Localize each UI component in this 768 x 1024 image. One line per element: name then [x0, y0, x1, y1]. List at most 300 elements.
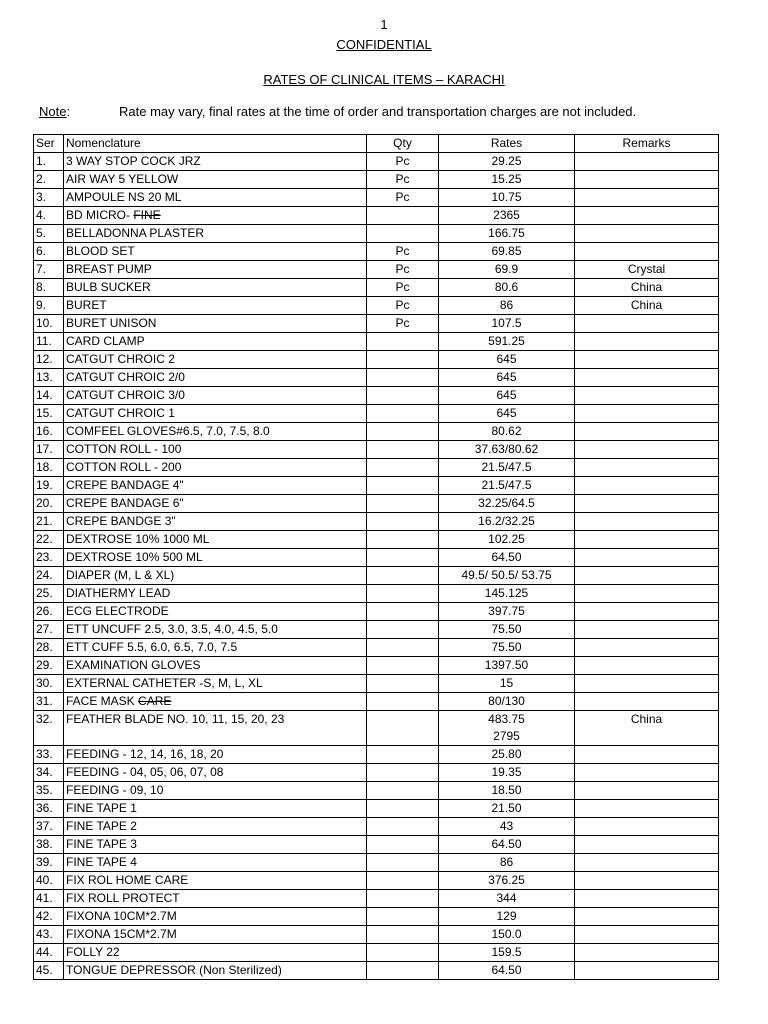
row-rate — [439, 639, 575, 657]
table-row — [34, 243, 719, 261]
row-rate — [439, 171, 575, 189]
row-ser: 41. — [34, 890, 64, 908]
row-rate — [439, 818, 575, 836]
row-remarks: China — [575, 279, 719, 297]
row-nomenclature — [64, 495, 367, 513]
row-remarks: China — [575, 711, 719, 746]
row-qty: Pc — [367, 297, 439, 315]
row-remarks — [575, 872, 719, 890]
row-rate-value: 18.50 — [491, 783, 522, 797]
row-remarks — [575, 854, 719, 872]
row-rate — [439, 908, 575, 926]
row-rate — [439, 279, 575, 297]
table-row — [34, 639, 719, 657]
row-nomenclature-struck: FINE — [133, 208, 161, 222]
row-nomenclature — [64, 441, 367, 459]
table-row — [34, 513, 719, 531]
row-nomenclature — [64, 315, 367, 333]
row-qty — [367, 495, 439, 513]
table-row — [34, 279, 719, 297]
row-ser: 20. — [34, 495, 64, 513]
table-row — [34, 495, 719, 513]
row-nomenclature — [64, 261, 367, 279]
row-rate — [439, 854, 575, 872]
row-rate — [439, 657, 575, 675]
row-nomenclature — [64, 621, 367, 639]
row-rate — [439, 836, 575, 854]
header-qty: Qty — [367, 135, 439, 153]
row-nomenclature-text: CATGUT CHROIC 3/0 — [66, 388, 185, 402]
row-rate-value: 75.50 — [491, 622, 522, 636]
row-nomenclature-text: FEEDING - 04, 05, 06, 07, 08 — [66, 765, 224, 779]
table-row — [34, 764, 719, 782]
table-body — [34, 153, 719, 980]
row-rate — [439, 369, 575, 387]
row-nomenclature-text: FEEDING - 09, 10 — [66, 783, 164, 797]
row-qty — [367, 225, 439, 243]
row-rate — [439, 405, 575, 423]
row-nomenclature — [64, 279, 367, 297]
document-title: RATES OF CLINICAL ITEMS – KARACHI — [263, 72, 505, 87]
row-rate-value: 21.50 — [491, 801, 522, 815]
row-rate — [439, 890, 575, 908]
table-row — [34, 782, 719, 800]
row-ser: 15. — [34, 405, 64, 423]
row-nomenclature-text: FINE TAPE 1 — [66, 801, 137, 815]
row-remarks — [575, 405, 719, 423]
row-ser: 28. — [34, 639, 64, 657]
row-qty — [367, 854, 439, 872]
row-nomenclature-text: FEEDING - 12, 14, 16, 18, 20 — [66, 747, 224, 761]
table-header-row — [34, 135, 719, 153]
row-ser: 37. — [34, 818, 64, 836]
row-nomenclature — [64, 764, 367, 782]
row-qty — [367, 333, 439, 351]
row-rate-value: 75.50 — [491, 640, 522, 654]
row-rate — [439, 585, 575, 603]
row-remarks — [575, 639, 719, 657]
row-remarks — [575, 387, 719, 405]
row-ser: 24. — [34, 567, 64, 585]
row-rate-value: 86 — [499, 298, 514, 312]
row-nomenclature-text: COMFEEL GLOVES#6.5, 7.0, 7.5, 8.0 — [66, 424, 270, 438]
row-rate-value: 376.25 — [488, 873, 525, 887]
row-rate — [439, 746, 575, 764]
table-row — [34, 962, 719, 980]
row-qty — [367, 962, 439, 980]
row-ser: 21. — [34, 513, 64, 531]
row-rate — [439, 207, 575, 225]
row-nomenclature-text: CREPE BANDGE 3" — [66, 514, 176, 528]
row-remarks — [575, 477, 719, 495]
row-qty: Pc — [367, 153, 439, 171]
row-nomenclature-text: EXTERNAL CATHETER -S, M, L, XL — [66, 676, 263, 690]
table-row — [34, 333, 719, 351]
row-nomenclature — [64, 585, 367, 603]
rates-table — [33, 134, 719, 980]
row-rate-value: 21.5/47.5 — [481, 478, 532, 492]
row-rate — [439, 225, 575, 243]
row-rate-value: 166.75 — [488, 226, 525, 240]
row-nomenclature — [64, 926, 367, 944]
row-ser: 7. — [34, 261, 64, 279]
row-nomenclature-text: FIX ROL HOME CARE — [66, 873, 189, 887]
row-rate-value: 645 — [496, 388, 517, 402]
table-row — [34, 872, 719, 890]
row-ser: 35. — [34, 782, 64, 800]
row-qty — [367, 836, 439, 854]
row-ser: 11. — [34, 333, 64, 351]
row-nomenclature-text: FACE MASK — [66, 694, 139, 708]
row-rate-value: 15.25 — [491, 172, 522, 186]
row-nomenclature-text: FIXONA 10CM*2.7M — [66, 909, 177, 923]
row-remarks — [575, 333, 719, 351]
table-row — [34, 405, 719, 423]
row-qty — [367, 764, 439, 782]
row-nomenclature-text: AMPOULE NS 20 ML — [66, 190, 182, 204]
row-nomenclature — [64, 908, 367, 926]
row-nomenclature — [64, 549, 367, 567]
row-nomenclature — [64, 693, 367, 711]
row-rate — [439, 513, 575, 531]
row-remarks — [575, 908, 719, 926]
table-row — [34, 746, 719, 764]
row-nomenclature — [64, 782, 367, 800]
row-ser: 22. — [34, 531, 64, 549]
row-ser: 10. — [34, 315, 64, 333]
row-ser: 34. — [34, 764, 64, 782]
row-rate — [439, 800, 575, 818]
row-rate — [439, 764, 575, 782]
row-qty — [367, 387, 439, 405]
row-qty — [367, 872, 439, 890]
row-rate-value: 145.125 — [484, 586, 529, 600]
row-nomenclature — [64, 603, 367, 621]
row-qty: Pc — [367, 279, 439, 297]
row-nomenclature — [64, 207, 367, 225]
row-qty — [367, 782, 439, 800]
row-remarks — [575, 818, 719, 836]
row-qty — [367, 693, 439, 711]
row-nomenclature — [64, 153, 367, 171]
row-remarks — [575, 926, 719, 944]
row-nomenclature-text: DIAPER (M, L & XL) — [66, 568, 175, 582]
row-qty — [367, 890, 439, 908]
row-nomenclature-text: BULB SUCKER — [66, 280, 151, 294]
table-row — [34, 387, 719, 405]
header-remarks: Remarks — [575, 135, 719, 153]
note-text: Rate may vary, final rates at the time of order and transportation charges are not included. — [119, 104, 637, 119]
row-nomenclature-text: DEXTROSE 10% 500 ML — [66, 550, 203, 564]
row-qty: Pc — [367, 315, 439, 333]
row-ser: 17. — [34, 441, 64, 459]
row-qty — [367, 369, 439, 387]
row-qty — [367, 675, 439, 693]
row-qty: Pc — [367, 261, 439, 279]
table-row — [34, 675, 719, 693]
row-rate — [439, 926, 575, 944]
row-remarks — [575, 836, 719, 854]
row-ser: 36. — [34, 800, 64, 818]
row-remarks — [575, 675, 719, 693]
row-nomenclature-text: ETT UNCUFF 2.5, 3.0, 3.5, 4.0, 4.5, 5.0 — [66, 622, 278, 636]
row-qty — [367, 711, 439, 746]
row-nomenclature-text: BURET UNISON — [66, 316, 157, 330]
row-nomenclature — [64, 225, 367, 243]
row-rate-value: 2365 — [493, 208, 520, 222]
row-rate — [439, 333, 575, 351]
row-rate — [439, 495, 575, 513]
table-row — [34, 189, 719, 207]
table-row — [34, 171, 719, 189]
table-row — [34, 261, 719, 279]
row-rate-value: 344 — [496, 891, 517, 905]
row-ser: 9. — [34, 297, 64, 315]
row-nomenclature-text: BLOOD SET — [66, 244, 135, 258]
row-qty — [367, 818, 439, 836]
row-ser: 2. — [34, 171, 64, 189]
row-qty — [367, 531, 439, 549]
row-remarks: Crystal — [575, 261, 719, 279]
row-rate — [439, 423, 575, 441]
table-row — [34, 477, 719, 495]
row-qty: Pc — [367, 171, 439, 189]
row-ser: 5. — [34, 225, 64, 243]
row-remarks — [575, 171, 719, 189]
table-row — [34, 621, 719, 639]
table-row — [34, 531, 719, 549]
row-ser: 25. — [34, 585, 64, 603]
row-nomenclature-text: BREAST PUMP — [66, 262, 152, 276]
row-ser: 13. — [34, 369, 64, 387]
table-row — [34, 549, 719, 567]
row-ser: 38. — [34, 836, 64, 854]
row-rate — [439, 693, 575, 711]
row-remarks — [575, 746, 719, 764]
row-nomenclature — [64, 675, 367, 693]
row-rate-value: 64.50 — [491, 550, 522, 564]
row-qty — [367, 441, 439, 459]
row-rate-value: 64.50 — [491, 963, 522, 977]
table-row — [34, 459, 719, 477]
header-nomenclature: Nomenclature — [64, 135, 367, 153]
row-ser: 42. — [34, 908, 64, 926]
row-ser: 45. — [34, 962, 64, 980]
row-nomenclature — [64, 818, 367, 836]
row-qty — [367, 477, 439, 495]
row-qty — [367, 944, 439, 962]
note-line — [39, 104, 637, 119]
row-rate-value: 29.25 — [491, 154, 522, 168]
row-ser: 14. — [34, 387, 64, 405]
row-nomenclature — [64, 962, 367, 980]
row-remarks — [575, 531, 719, 549]
row-nomenclature-text: CREPE BANDAGE 4" — [66, 478, 184, 492]
header-rates: Rates — [439, 135, 575, 153]
table-row — [34, 693, 719, 711]
row-ser: 44. — [34, 944, 64, 962]
row-nomenclature — [64, 459, 367, 477]
table-row — [34, 818, 719, 836]
row-rate — [439, 675, 575, 693]
row-remarks — [575, 603, 719, 621]
row-nomenclature — [64, 351, 367, 369]
row-rate-value: 25.80 — [491, 747, 522, 761]
row-nomenclature — [64, 423, 367, 441]
table-row — [34, 567, 719, 585]
row-qty — [367, 567, 439, 585]
table-row — [34, 854, 719, 872]
row-ser: 29. — [34, 657, 64, 675]
row-rate — [439, 387, 575, 405]
row-rate-value: 129 — [496, 909, 517, 923]
row-qty: Pc — [367, 189, 439, 207]
row-qty — [367, 746, 439, 764]
row-remarks — [575, 567, 719, 585]
row-ser: 3. — [34, 189, 64, 207]
row-nomenclature — [64, 711, 367, 746]
table-row — [34, 926, 719, 944]
row-rate — [439, 189, 575, 207]
row-nomenclature-text: FINE TAPE 2 — [66, 819, 137, 833]
row-remarks: China — [575, 297, 719, 315]
row-remarks — [575, 890, 719, 908]
row-remarks — [575, 315, 719, 333]
row-remarks — [575, 764, 719, 782]
row-ser: 30. — [34, 675, 64, 693]
row-rate-value: 86 — [499, 855, 514, 869]
table-row — [34, 207, 719, 225]
row-rate-value: 80/130 — [488, 694, 525, 708]
row-remarks — [575, 495, 719, 513]
row-qty — [367, 207, 439, 225]
row-remarks — [575, 944, 719, 962]
row-remarks — [575, 369, 719, 387]
row-qty — [367, 908, 439, 926]
row-ser: 1. — [34, 153, 64, 171]
row-rate-value: 69.85 — [491, 244, 522, 258]
row-rate-value: 49.5/ 50.5/ 53.75 — [461, 568, 552, 582]
row-remarks — [575, 800, 719, 818]
row-rate-value: 64.50 — [491, 837, 522, 851]
row-nomenclature — [64, 405, 367, 423]
row-nomenclature-text: FINE TAPE 3 — [66, 837, 137, 851]
row-ser: 6. — [34, 243, 64, 261]
row-remarks — [575, 459, 719, 477]
row-qty — [367, 639, 439, 657]
classification-label: CONFIDENTIAL — [336, 37, 432, 52]
row-rate — [439, 315, 575, 333]
row-nomenclature — [64, 477, 367, 495]
row-nomenclature — [64, 746, 367, 764]
row-qty — [367, 549, 439, 567]
row-rate — [439, 944, 575, 962]
row-qty — [367, 585, 439, 603]
row-rate-value: 32.25/64.5 — [478, 496, 535, 510]
row-qty — [367, 423, 439, 441]
table-row — [34, 351, 719, 369]
row-remarks — [575, 441, 719, 459]
row-nomenclature — [64, 189, 367, 207]
row-rate-value: 483.75 — [488, 712, 525, 726]
row-nomenclature-text: CATGUT CHROIC 2 — [66, 352, 175, 366]
table-row — [34, 297, 719, 315]
row-rate-value: 159.5 — [491, 945, 522, 959]
row-ser: 27. — [34, 621, 64, 639]
row-qty — [367, 603, 439, 621]
row-nomenclature — [64, 800, 367, 818]
row-nomenclature — [64, 333, 367, 351]
row-ser: 12. — [34, 351, 64, 369]
row-remarks — [575, 657, 719, 675]
row-nomenclature — [64, 387, 367, 405]
row-remarks — [575, 782, 719, 800]
row-rate — [439, 962, 575, 980]
table-row — [34, 423, 719, 441]
note-label: Note — [39, 104, 67, 119]
row-nomenclature — [64, 854, 367, 872]
row-rate-value: 80.6 — [494, 280, 519, 294]
row-nomenclature-text: COTTON ROLL - 200 — [66, 460, 182, 474]
row-nomenclature — [64, 836, 367, 854]
row-ser: 8. — [34, 279, 64, 297]
table-row — [34, 369, 719, 387]
row-ser: 19. — [34, 477, 64, 495]
row-qty — [367, 405, 439, 423]
table-row — [34, 800, 719, 818]
header-ser: Ser — [34, 135, 64, 153]
row-remarks — [575, 549, 719, 567]
row-rate-value: 21.5/47.5 — [481, 460, 532, 474]
row-rate — [439, 711, 575, 746]
row-qty — [367, 513, 439, 531]
row-rate-value: 645 — [496, 406, 517, 420]
row-rate-value: 102.25 — [488, 532, 525, 546]
row-nomenclature — [64, 872, 367, 890]
row-ser: 40. — [34, 872, 64, 890]
row-remarks — [575, 585, 719, 603]
row-qty — [367, 459, 439, 477]
row-rate — [439, 549, 575, 567]
row-remarks — [575, 225, 719, 243]
row-rate-value: 80.62 — [491, 424, 522, 438]
row-ser: 16. — [34, 423, 64, 441]
table-row — [34, 315, 719, 333]
row-remarks — [575, 693, 719, 711]
row-nomenclature — [64, 513, 367, 531]
row-qty — [367, 657, 439, 675]
row-nomenclature-text: TONGUE DEPRESSOR (Non Sterilized) — [66, 963, 282, 977]
row-nomenclature-text: DIATHERMY LEAD — [66, 586, 171, 600]
page-number: 1 — [380, 17, 388, 32]
row-remarks — [575, 962, 719, 980]
row-rate — [439, 567, 575, 585]
row-rate-value: 10.75 — [491, 190, 522, 204]
row-nomenclature-text: BD MICRO- — [66, 208, 134, 222]
row-ser: 4. — [34, 207, 64, 225]
row-qty — [367, 621, 439, 639]
row-rate-value: 43 — [499, 819, 514, 833]
row-nomenclature — [64, 639, 367, 657]
row-remarks — [575, 351, 719, 369]
row-rate-value: 397.75 — [488, 604, 525, 618]
row-nomenclature-text: BELLADONNA PLASTER — [66, 226, 205, 240]
row-nomenclature — [64, 944, 367, 962]
note-colon: : — [66, 104, 71, 119]
row-nomenclature — [64, 657, 367, 675]
row-rate-value: 37.63/80.62 — [474, 442, 539, 456]
row-remarks — [575, 513, 719, 531]
